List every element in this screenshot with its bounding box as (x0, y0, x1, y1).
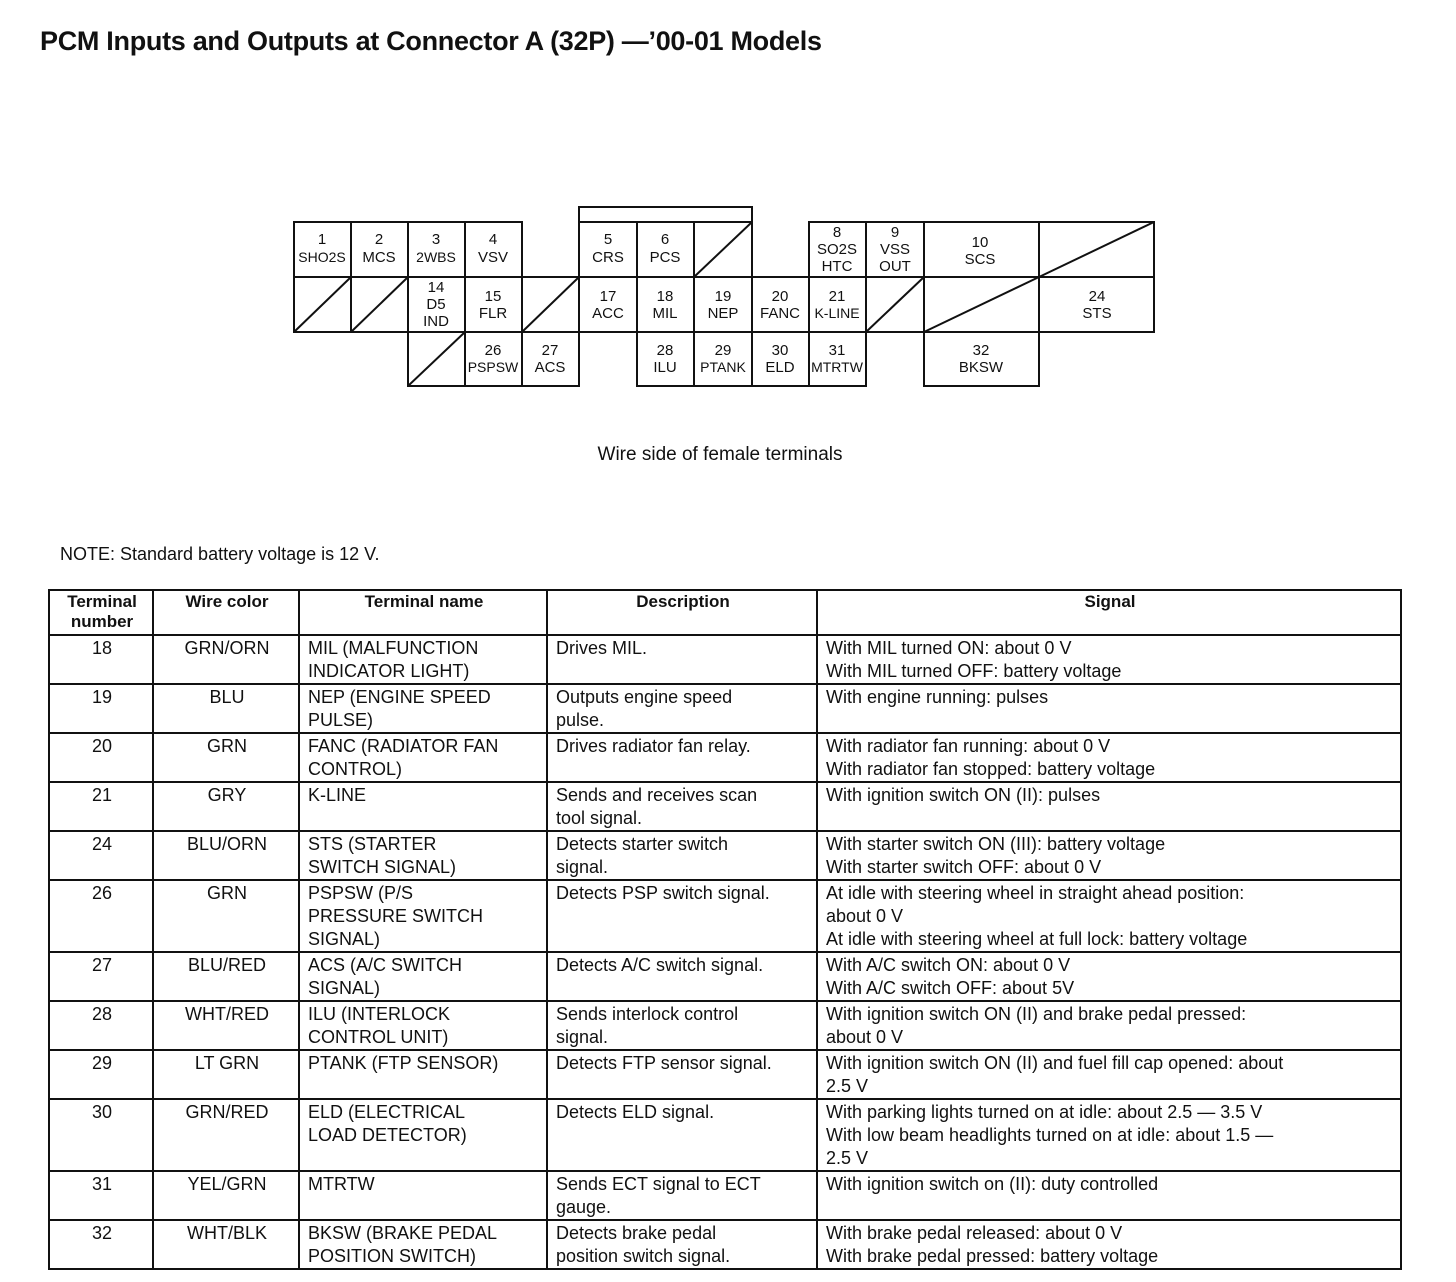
description-cell: Outputs engine speed pulse. (547, 684, 817, 733)
terminal-number-cell: 30 (49, 1099, 153, 1171)
terminal-number-cell: 20 (49, 733, 153, 782)
wire-color-cell: BLU (153, 684, 299, 733)
terminal-15-name: FLR (478, 305, 508, 322)
wire-color-cell: BLU/RED (153, 952, 299, 1001)
terminal-31-name: MTRTW (811, 359, 863, 375)
description-cell: Drives radiator fan relay. (547, 733, 817, 782)
terminal-29-name: PTANK (700, 359, 746, 375)
unused-slash-25 (408, 332, 465, 386)
table-row (49, 684, 1401, 733)
table-row (49, 831, 1401, 880)
terminal-26-number: 26 (484, 342, 502, 359)
terminal-name-cell: MTRTW (299, 1171, 547, 1220)
connector-diagram (0, 0, 1456, 440)
unused-slash-13 (351, 277, 408, 332)
terminal-15-number: 15 (484, 288, 502, 305)
unused-slash-22 (866, 277, 924, 332)
terminal-6-number: 6 (660, 231, 670, 248)
terminal-30-name: ELD (765, 359, 795, 376)
wire-color-cell: GRY (153, 782, 299, 831)
terminal-32-number: 32 (972, 342, 990, 359)
terminal-19-number: 19 (714, 288, 732, 305)
signal-cell: With A/C switch ON: about 0 V With A/C switch OFF: about 5V (817, 952, 1401, 1001)
table-row (49, 1171, 1401, 1220)
terminal-31-number: 31 (828, 342, 846, 359)
table-row (49, 952, 1401, 1001)
terminal-27-number: 27 (541, 342, 559, 359)
terminal-number-cell: 21 (49, 782, 153, 831)
terminal-name-cell: NEP (ENGINE SPEED PULSE) (299, 684, 547, 733)
terminal-17-name: ACC (592, 305, 624, 322)
terminal-2-name: MCS (362, 249, 396, 266)
terminal-name-cell: MIL (MALFUNCTION INDICATOR LIGHT) (299, 635, 547, 684)
terminal-8-number: 8 (832, 224, 842, 241)
terminal-14-name-line2: IND (423, 313, 449, 330)
terminal-3-name: 2WBS (416, 249, 456, 265)
terminal-number-cell: 24 (49, 831, 153, 880)
terminal-20-number: 20 (771, 288, 789, 305)
signal-cell: With brake pedal released: about 0 V With brake pedal pressed: battery voltage (817, 1220, 1401, 1269)
table-row (49, 733, 1401, 782)
terminal-9-name: VSS (879, 241, 911, 258)
signal-cell: With engine running: pulses (817, 684, 1401, 733)
terminal-27-name: ACS (534, 359, 566, 376)
signal-cell: With MIL turned ON: about 0 V With MIL turned OFF: battery voltage (817, 635, 1401, 684)
table-row (49, 1050, 1401, 1099)
terminal-28-number: 28 (656, 342, 674, 359)
unused-slash-7 (694, 222, 752, 277)
terminal-10-number: 10 (971, 234, 989, 251)
table-row (49, 1220, 1401, 1269)
table-row (49, 1001, 1401, 1050)
signal-cell: With ignition switch ON (II): pulses (817, 782, 1401, 831)
terminal-17-number: 17 (599, 288, 617, 305)
table-row (49, 1099, 1401, 1171)
description-cell: Sends ECT signal to ECT gauge. (547, 1171, 817, 1220)
signal-cell: At idle with steering wheel in straight ahead position: about 0 V At idle with steering wheel at full lock: battery voltage (817, 880, 1401, 952)
terminal-name-cell: FANC (RADIATOR FAN CONTROL) (299, 733, 547, 782)
header-wire-color: Wire color (153, 590, 299, 635)
terminal-4-number: 4 (488, 231, 498, 248)
terminal-18-name: MIL (652, 305, 678, 322)
terminal-4-name: VSV (477, 249, 509, 266)
terminal-number-cell: 26 (49, 880, 153, 952)
terminal-21-number: 21 (828, 288, 846, 305)
terminal-number-cell: 19 (49, 684, 153, 733)
terminal-6-name: PCS (649, 249, 681, 266)
terminal-32-name: BKSW (958, 359, 1004, 376)
description-cell: Detects FTP sensor signal. (547, 1050, 817, 1099)
connector-caption: Wire side of female terminals (597, 444, 843, 465)
header-terminal-number: Terminal number (49, 590, 153, 635)
description-cell: Detects ELD signal. (547, 1099, 817, 1171)
page-title: PCM Inputs and Outputs at Connector A (32P) —’00-01 Models (40, 26, 822, 56)
description-cell: Detects A/C switch signal. (547, 952, 817, 1001)
header-signal: Signal (817, 590, 1401, 635)
terminal-name-cell: ELD (ELECTRICAL LOAD DETECTOR) (299, 1099, 547, 1171)
terminal-28-name: ILU (653, 359, 677, 376)
terminal-name-cell: ILU (INTERLOCK CONTROL UNIT) (299, 1001, 547, 1050)
terminal-5-name: CRS (592, 249, 624, 266)
terminal-20-name: FANC (759, 305, 801, 322)
wire-color-cell: YEL/GRN (153, 1171, 299, 1220)
wire-color-cell: GRN (153, 880, 299, 952)
signal-cell: With ignition switch ON (II) and brake pedal pressed: about 0 V (817, 1001, 1401, 1050)
unused-slash-23 (924, 277, 1039, 332)
description-cell: Detects brake pedal position switch signal. (547, 1220, 817, 1269)
description-cell: Detects PSP switch signal. (547, 880, 817, 952)
terminal-3-number: 3 (431, 231, 441, 248)
terminal-30-number: 30 (771, 342, 789, 359)
terminal-10-name: SCS (964, 251, 996, 268)
terminal-number-cell: 18 (49, 635, 153, 684)
terminal-name-cell: PTANK (FTP SENSOR) (299, 1050, 547, 1099)
wire-color-cell: WHT/BLK (153, 1220, 299, 1269)
signal-cell: With starter switch ON (III): battery voltage With starter switch OFF: about 0 V (817, 831, 1401, 880)
terminal-number-cell: 31 (49, 1171, 153, 1220)
terminal-26-name: PSPSW (467, 359, 519, 375)
terminal-2-number: 2 (374, 231, 384, 248)
table-row (49, 782, 1401, 831)
terminal-name-cell: STS (STARTER SWITCH SIGNAL) (299, 831, 547, 880)
terminal-number-cell: 27 (49, 952, 153, 1001)
terminal-number-cell: 32 (49, 1220, 153, 1269)
table-header-row (49, 590, 1401, 635)
unused-slash-16 (522, 277, 579, 332)
description-cell: Sends and receives scan tool signal. (547, 782, 817, 831)
signal-cell: With parking lights turned on at idle: about 2.5 — 3.5 V With low beam headlights turned on at idle: about 1.5 — 2.5 V (817, 1099, 1401, 1171)
battery-voltage-note: NOTE: Standard battery voltage is 12 V. (60, 544, 380, 564)
terminal-8-name-line2: HTC (821, 258, 853, 275)
description-cell: Drives MIL. (547, 635, 817, 684)
terminal-name-cell: ACS (A/C SWITCH SIGNAL) (299, 952, 547, 1001)
wire-color-cell: BLU/ORN (153, 831, 299, 880)
terminal-signal-table (48, 589, 1402, 1270)
terminal-5-number: 5 (603, 231, 613, 248)
terminal-1-number: 1 (317, 231, 327, 248)
terminal-9-name-line2: OUT (879, 258, 911, 275)
signal-cell: With ignition switch ON (II) and fuel fill cap opened: about 2.5 V (817, 1050, 1401, 1099)
terminal-9-number: 9 (890, 224, 900, 241)
wire-color-cell: GRN/RED (153, 1099, 299, 1171)
terminal-24-number: 24 (1088, 288, 1106, 305)
signal-cell: With ignition switch on (II): duty controlled (817, 1171, 1401, 1220)
signal-cell: With radiator fan running: about 0 V With radiator fan stopped: battery voltage (817, 733, 1401, 782)
connector-lock-tab (579, 207, 752, 222)
terminal-18-number: 18 (656, 288, 674, 305)
terminal-name-cell: BKSW (BRAKE PEDAL POSITION SWITCH) (299, 1220, 547, 1269)
terminal-name-cell: PSPSW (P/S PRESSURE SWITCH SIGNAL) (299, 880, 547, 952)
wire-color-cell: LT GRN (153, 1050, 299, 1099)
terminal-19-name: NEP (707, 305, 739, 322)
terminal-24-name: STS (1082, 305, 1112, 322)
description-cell: Detects starter switch signal. (547, 831, 817, 880)
terminal-number-cell: 29 (49, 1050, 153, 1099)
header-description: Description (547, 590, 817, 635)
terminal-name-cell: K-LINE (299, 782, 547, 831)
wire-color-cell: WHT/RED (153, 1001, 299, 1050)
terminal-1-name: SHO2S (298, 249, 346, 265)
terminal-21-name: K-LINE (814, 305, 860, 321)
terminal-29-number: 29 (714, 342, 732, 359)
unused-slash-11 (1039, 222, 1154, 277)
terminal-number-cell: 28 (49, 1001, 153, 1050)
table-row (49, 635, 1401, 684)
terminal-8-name: SO2S (816, 241, 858, 258)
table-row (49, 880, 1401, 952)
description-cell: Sends interlock control signal. (547, 1001, 817, 1050)
header-terminal-name: Terminal name (299, 590, 547, 635)
unused-slash-12 (294, 277, 351, 332)
wire-color-cell: GRN (153, 733, 299, 782)
terminal-14-number: 14 (427, 279, 445, 296)
wire-color-cell: GRN/ORN (153, 635, 299, 684)
terminal-14-name: D5 (426, 296, 446, 313)
